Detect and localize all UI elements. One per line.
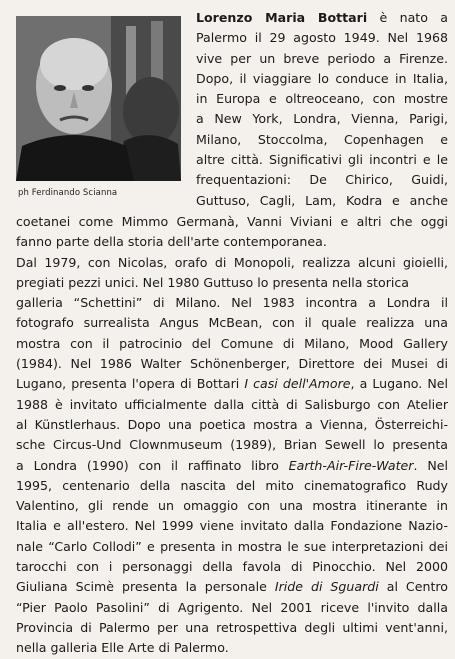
intro-line: frequentazioni: De Chirico, Guidi, — [196, 172, 448, 188]
work-title: Earth-Air-Fire-Water — [288, 457, 414, 473]
body-line: al Künstlerhaus. Dopo una poetica mostra a Vienna, Österreichi- — [16, 416, 448, 432]
body-line: Lugano, presenta l'opera di Bottari I casi dell'Amore, a Lugano. Nel — [16, 376, 448, 392]
body-line: nella galleria Elle Arte di Palermo. — [16, 640, 229, 656]
body-line: Giuliana Scimè presenta la personale Iride di Sguardi al Centro — [16, 579, 448, 595]
body-line: Valentino, gli rende un omaggio con una mostra itinerante in — [16, 498, 448, 514]
body-line: tarocchi con i personaggi della favola di Pinocchio. Nel 2000 — [16, 559, 448, 575]
body-line: sche Circus-Und Clownmuseum (1989), Brian Sewell lo presenta — [16, 437, 448, 453]
body-line: a Londra (1990) con il raffinato libro Earth-Air-Fire-Water. Nel — [16, 457, 448, 473]
portrait-photo — [16, 16, 181, 181]
body-line: galleria “Schettini” di Milano. Nel 1983 incontra a Londra il — [16, 295, 448, 311]
intro-line: in Europa e oltreoceano, con mostre — [196, 91, 448, 107]
body-line: coetanei come Mimmo Germanà, Vanni Viviani e altri che oggi — [16, 214, 448, 229]
work-title: I casi dell'Amore — [244, 376, 351, 392]
intro-line: altre città. Significativi gli incontri e le — [196, 152, 448, 168]
photo-credit: ph Ferdinando Scianna — [18, 188, 118, 198]
body-line: Provincia di Palermo per una retrospettiva degli ultimi vent'anni, — [16, 619, 448, 635]
intro-line: a New York, Londra, Vienna, Parigi, — [196, 111, 448, 127]
intro-line: Palermo il 29 agosto 1949. Nel 1968 — [196, 30, 448, 46]
body-line: pregiati pezzi unici. Nel 1980 Guttuso lo presenta nella storica — [16, 274, 410, 290]
body-line: Italia e all'estero. Nel 1999 viene invitato dalla Fondazione Nazio- — [16, 518, 448, 534]
body-line: (1984). Nel 1986 Walter Schönenberger, Direttore dei Musei di — [16, 356, 448, 372]
body-line: 1988 è invitato ufficialmente dalla città di Salisburgo con Atelier — [16, 396, 448, 412]
intro-paragraph — [196, 8, 448, 211]
body-line: Dal 1979, con Nicolas, orafo di Monopoli, realizza alcuni gioielli, — [16, 254, 448, 270]
body-line: fanno parte della storia dell'arte contemporanea. — [16, 234, 327, 250]
artist-name: Lorenzo Maria Bottari — [196, 10, 368, 25]
body-line: mostra con il patrocinio del Comune di Milano, Mood Gallery — [16, 335, 448, 351]
body-line: “Pier Paolo Pasolini” di Agrigento. Nel 2001 riceve l'invito dalla — [16, 599, 448, 615]
intro-line: Milano, Stoccolma, Copenhagen e — [196, 131, 448, 147]
intro-line: Guttuso, Cagli, Lam, Kodra e anche — [196, 192, 448, 208]
intro-line: Dopo, il viaggiare lo conduce in Italia, — [196, 70, 448, 86]
intro-line: Lorenzo Maria Bottari è nato a — [196, 10, 448, 25]
body-line: nale “Carlo Collodi” e presenta in mostra le sue interpretazioni dei — [16, 538, 448, 554]
intro-line: vive per un breve periodo a Firenze. — [196, 50, 448, 66]
body-line: 1995, centenario della nascita del mito cinematografico Rudy — [16, 477, 448, 493]
body-paragraph — [16, 212, 448, 659]
work-title: Iride di Sguardi — [274, 579, 379, 595]
body-line: fotografo surrealista Angus McBean, con il quale realizza una — [16, 315, 448, 331]
